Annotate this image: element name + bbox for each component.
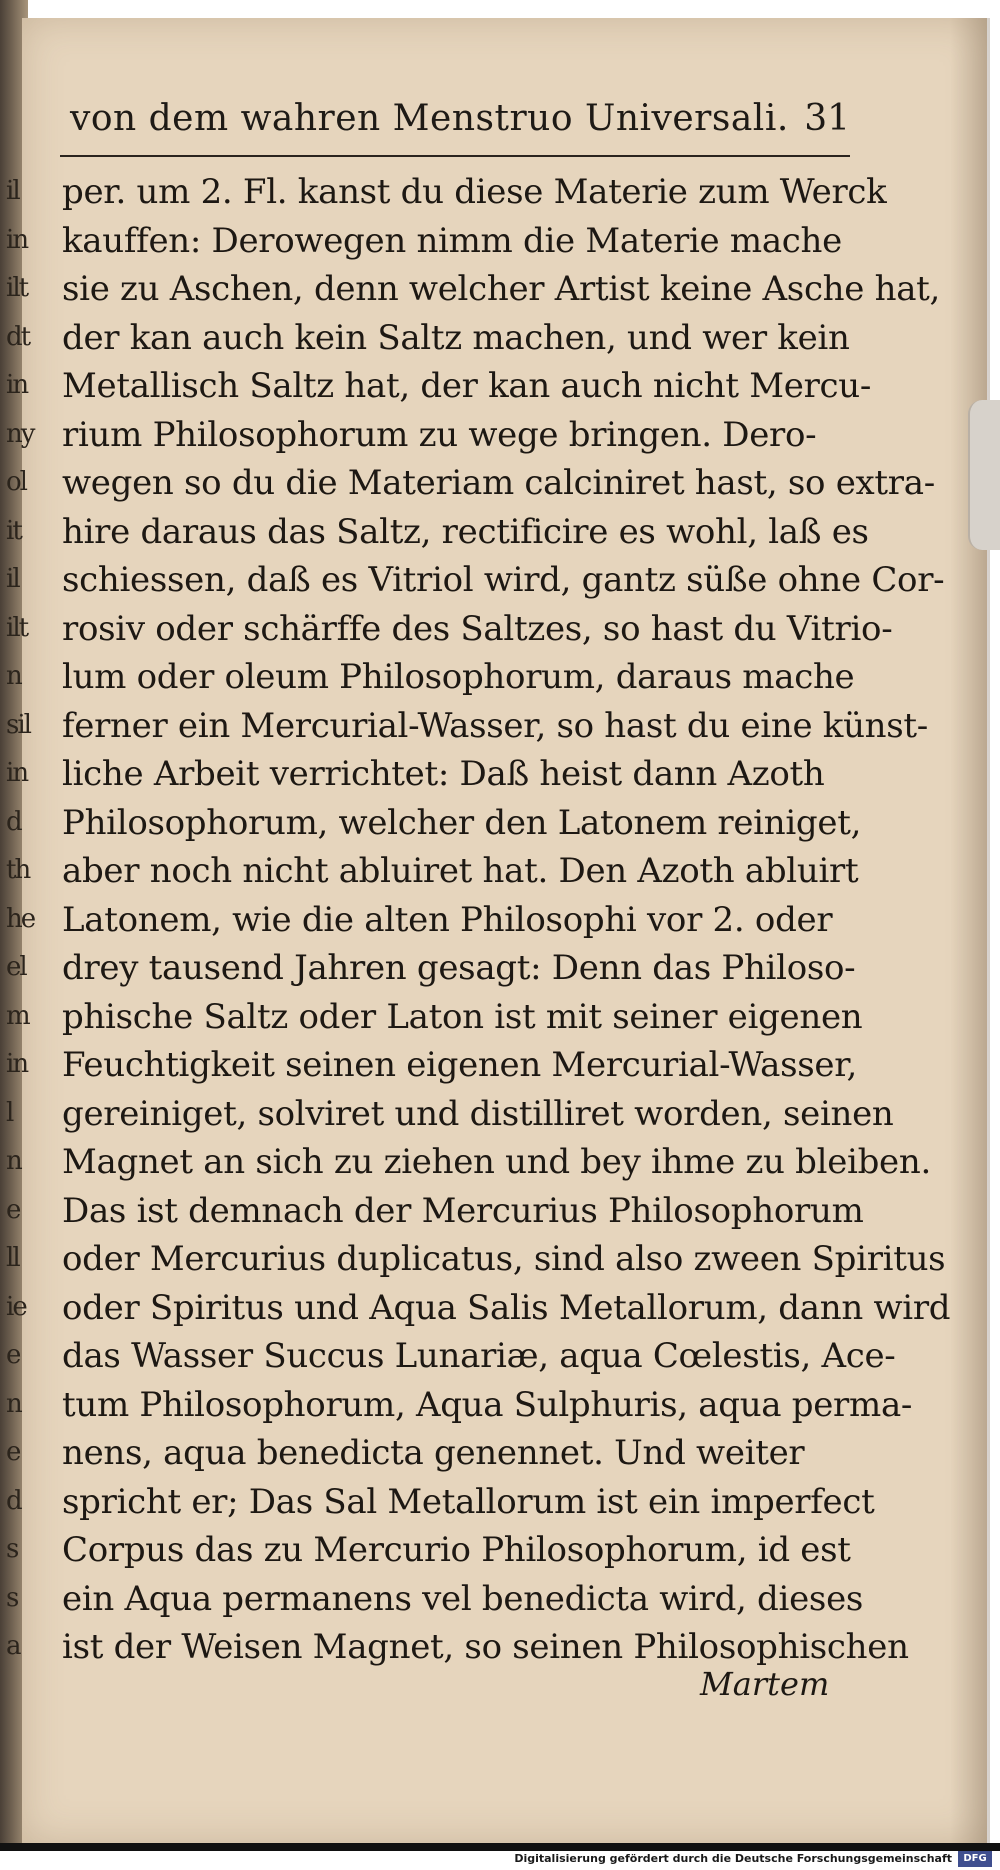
margin-fragment: a <box>6 1631 20 1661</box>
margin-fragment: sil <box>6 709 30 740</box>
facing-page-margin <box>2 170 42 1770</box>
margin-fragment: in <box>6 370 28 400</box>
margin-fragment: s <box>6 1534 18 1564</box>
text-line: kauffen: Derowegen nimm die Materie mache <box>62 220 842 261</box>
text-line: oder Mercurius duplicatus, sind also zween Spiritus <box>62 1239 946 1279</box>
text-line: nens, aqua benedicta genennet. Und weiter <box>62 1433 805 1473</box>
margin-fragment: ilt <box>6 273 28 303</box>
text-line: ferner ein Mercurial-Wasser, so hast du eine künst- <box>62 705 928 746</box>
margin-fragment: m <box>6 1000 29 1031</box>
text-line: der kan auch kein Saltz machen, und wer kein <box>62 317 850 358</box>
margin-fragment: ll <box>6 1243 19 1273</box>
text-line: Corpus das zu Mercurio Philosophorum, id est <box>62 1530 851 1570</box>
dfg-logo[interactable]: DFG <box>958 1851 992 1867</box>
text-line: das Wasser Succus Lunariæ, aqua Cœlestis, Ace- <box>62 1336 896 1376</box>
page-number: 31 <box>804 98 850 139</box>
margin-fragment: ny <box>6 418 34 449</box>
text-line: wegen so du die Materiam calciniret hast, so extra- <box>62 463 935 503</box>
margin-fragment: il <box>6 564 19 594</box>
text-line: sie zu Aschen, denn welcher Artist keine Asche hat, <box>62 269 941 309</box>
text-line: rosiv oder schärffe des Saltzes, so hast du Vitrio- <box>62 608 893 649</box>
margin-fragment: th <box>6 855 30 885</box>
text-line: aber noch nicht abluiret hat. Den Azoth abluirt <box>62 851 859 891</box>
text-line: Feuchtigkeit seinen eigenen Mercurial-Wasser, <box>62 1045 857 1085</box>
page-turn-tab[interactable] <box>968 400 1000 550</box>
margin-fragment: in <box>6 758 28 788</box>
text-line: rium Philosophorum zu wege bringen. Dero- <box>62 414 817 455</box>
text-line: Metallisch Saltz hat, der kan auch nicht Mercu- <box>62 366 872 406</box>
margin-fragment: dt <box>6 321 30 352</box>
text-line: Latonem, wie die alten Philosophi vor 2. oder <box>62 899 833 940</box>
margin-fragment: e <box>6 1437 20 1467</box>
text-line: schiessen, daß es Vitriol wird, gantz süße ohne Cor- <box>62 560 945 600</box>
text-line: per. um 2. Fl. kanst du diese Materie zum Werck <box>62 172 887 212</box>
text-line: drey tausend Jahren gesagt: Denn das Philoso- <box>62 948 856 988</box>
text-line: gereiniget, solviret und distilliret worden, seinen <box>62 1093 894 1134</box>
text-line: lum oder oleum Philosophorum, daraus mache <box>62 657 855 697</box>
margin-fragment: in <box>6 224 28 255</box>
text-line: Das ist demnach der Mercurius Philosophorum <box>62 1190 864 1231</box>
margin-fragment: d <box>6 806 21 837</box>
text-line: Magnet an sich zu ziehen und bey ihme zu bleiben. <box>62 1142 931 1182</box>
text-line: Philosophorum, welcher den Latonem reiniget, <box>62 802 862 843</box>
margin-fragment: il <box>6 176 19 206</box>
margin-fragment: ilt <box>6 612 28 643</box>
header-rule <box>60 155 850 157</box>
margin-fragment: e <box>6 1194 20 1225</box>
text-line: spricht er; Das Sal Metallorum ist ein imperfect <box>62 1481 875 1522</box>
margin-fragment: it <box>6 515 21 546</box>
page-edge-shadow <box>950 18 990 1843</box>
margin-fragment: ie <box>6 1291 26 1322</box>
text-line: oder Spiritus und Aqua Salis Metallorum, dann wird <box>62 1287 951 1328</box>
text-line: tum Philosophorum, Aqua Sulphuris, aqua perma- <box>62 1384 913 1425</box>
margin-fragment: n <box>6 1388 21 1419</box>
text-line: ist der Weisen Magnet, so seinen Philosophischen <box>62 1627 909 1667</box>
scan-bottom-edge <box>0 1843 1000 1851</box>
margin-fragment: e <box>6 1340 20 1370</box>
running-header <box>70 98 860 148</box>
margin-fragment: s <box>6 1582 18 1613</box>
margin-fragment: he <box>6 903 35 934</box>
margin-fragment: el <box>6 952 26 982</box>
catchword: Martem <box>700 1665 830 1703</box>
margin-fragment: d <box>6 1485 21 1516</box>
margin-fragment: n <box>6 1146 21 1176</box>
margin-fragment: in <box>6 1049 28 1079</box>
digitization-credit: Digitalisierung gefördert durch die Deutsche Forschungsgemeinschaft <box>514 1852 952 1865</box>
margin-fragment: ol <box>6 467 26 497</box>
text-line: hire daraus das Saltz, rectificire es wohl, laß es <box>62 511 869 552</box>
header-title: von dem wahren Menstruo Universali. <box>70 98 789 139</box>
text-line: ein Aqua permanens vel benedicta wird, dieses <box>62 1578 864 1619</box>
footer <box>0 1851 1000 1870</box>
margin-fragment: l <box>6 1097 13 1128</box>
margin-fragment: n <box>6 661 21 691</box>
text-line: liche Arbeit verrichtet: Daß heist dann Azoth <box>62 754 825 794</box>
text-line: phische Saltz oder Laton ist mit seiner eigenen <box>62 996 863 1037</box>
